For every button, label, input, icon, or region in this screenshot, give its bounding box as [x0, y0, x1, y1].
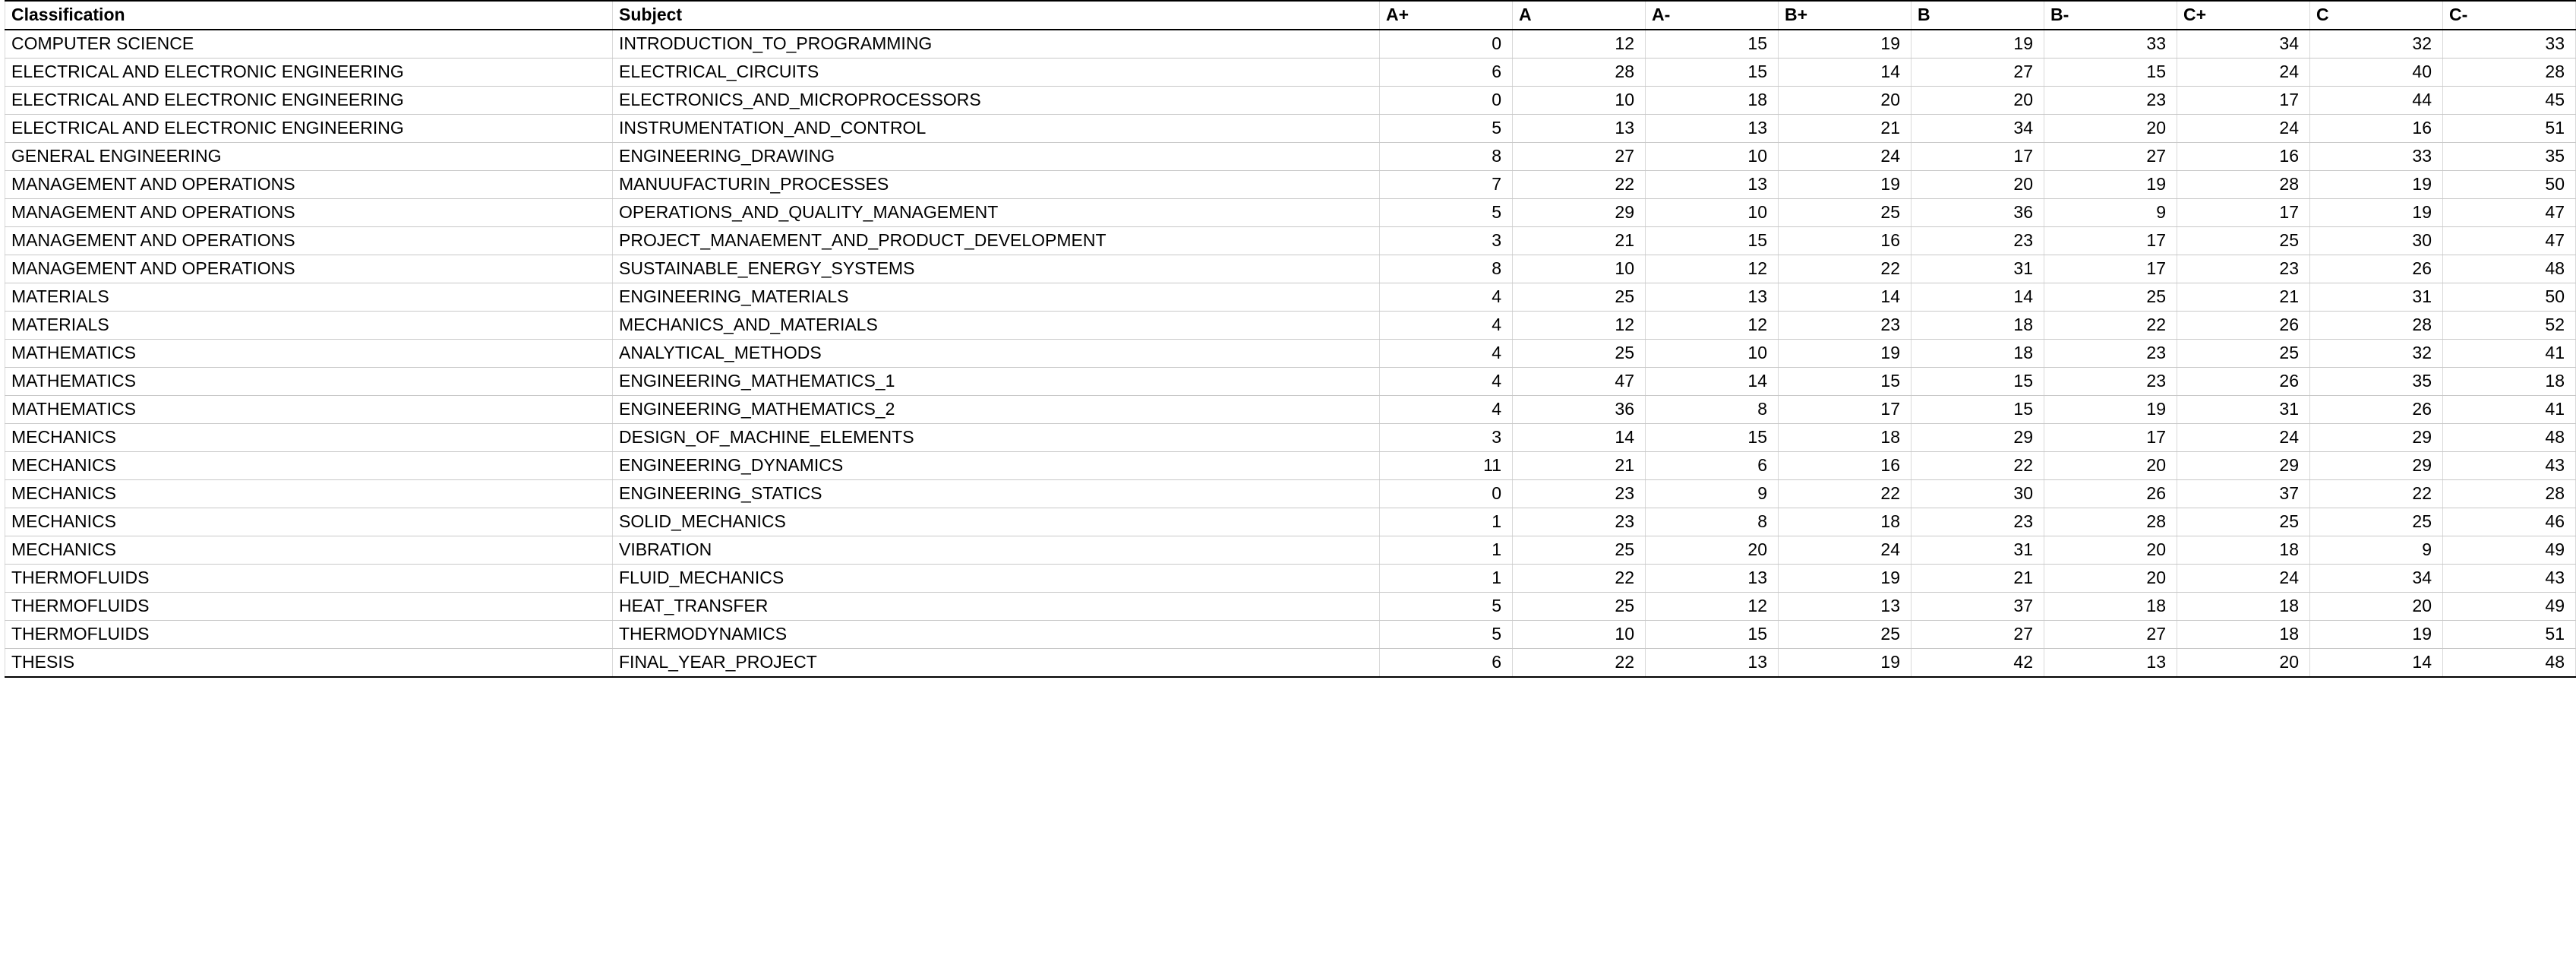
cell-grade-count[interactable]: 8 — [1646, 508, 1779, 536]
cell-grade-count[interactable]: 1 — [1380, 565, 1513, 593]
cell-grade-count[interactable]: 14 — [1646, 368, 1779, 396]
cell-grade-count[interactable]: 47 — [1513, 368, 1646, 396]
column-header-subject[interactable]: Subject — [613, 1, 1380, 30]
cell-grade-count[interactable]: 3 — [1380, 227, 1513, 255]
cell-grade-count[interactable]: 0 — [1380, 87, 1513, 115]
cell-grade-count[interactable]: 23 — [2177, 255, 2310, 283]
cell-grade-count[interactable]: 25 — [1513, 593, 1646, 621]
cell-subject[interactable]: HEAT_TRANSFER — [613, 593, 1380, 621]
cell-grade-count[interactable]: 23 — [1911, 508, 2044, 536]
cell-grade-count[interactable]: 37 — [1911, 593, 2044, 621]
column-header-a[interactable]: A+ — [1380, 1, 1513, 30]
cell-subject[interactable]: MECHANICS_AND_MATERIALS — [613, 312, 1380, 340]
cell-grade-count[interactable]: 22 — [2044, 312, 2177, 340]
cell-subject[interactable]: INSTRUMENTATION_AND_CONTROL — [613, 115, 1380, 143]
cell-grade-count[interactable]: 9 — [2044, 199, 2177, 227]
table-row — [5, 508, 2576, 536]
cell-grade-count[interactable]: 22 — [1779, 255, 1911, 283]
cell-classification[interactable]: MANAGEMENT AND OPERATIONS — [5, 255, 613, 283]
table-row — [5, 621, 2576, 649]
cell-grade-count[interactable]: 19 — [1779, 171, 1911, 199]
cell-grade-count[interactable]: 51 — [2443, 621, 2576, 649]
cell-grade-count[interactable]: 12 — [1646, 255, 1779, 283]
cell-grade-count[interactable]: 17 — [1779, 396, 1911, 424]
cell-grade-count[interactable]: 15 — [1911, 396, 2044, 424]
cell-classification[interactable]: COMPUTER SCIENCE — [5, 30, 613, 59]
table-row — [5, 480, 2576, 508]
cell-grade-count[interactable]: 30 — [1911, 480, 2044, 508]
cell-subject[interactable]: PROJECT_MANAEMENT_AND_PRODUCT_DEVELOPMENT — [613, 227, 1380, 255]
cell-grade-count[interactable]: 12 — [1513, 312, 1646, 340]
cell-grade-count[interactable]: 25 — [1779, 199, 1911, 227]
cell-grade-count[interactable]: 20 — [2044, 452, 2177, 480]
cell-grade-count[interactable]: 4 — [1380, 340, 1513, 368]
cell-grade-count[interactable]: 24 — [1779, 143, 1911, 171]
cell-grade-count[interactable]: 8 — [1380, 143, 1513, 171]
cell-grade-count[interactable]: 18 — [2443, 368, 2576, 396]
cell-grade-count[interactable]: 35 — [2310, 368, 2443, 396]
cell-grade-count[interactable]: 34 — [2310, 565, 2443, 593]
cell-grade-count[interactable]: 43 — [2443, 452, 2576, 480]
cell-grade-count[interactable]: 29 — [2177, 452, 2310, 480]
cell-subject[interactable]: ENGINEERING_MATHEMATICS_2 — [613, 396, 1380, 424]
cell-grade-count[interactable]: 25 — [2310, 508, 2443, 536]
cell-grade-count[interactable]: 7 — [1380, 171, 1513, 199]
cell-grade-count[interactable]: 15 — [1646, 621, 1779, 649]
cell-grade-count[interactable]: 10 — [1646, 143, 1779, 171]
cell-grade-count[interactable]: 29 — [2310, 424, 2443, 452]
table-body — [5, 30, 2576, 677]
cell-grade-count[interactable]: 50 — [2443, 171, 2576, 199]
cell-grade-count[interactable]: 29 — [1911, 424, 2044, 452]
cell-classification[interactable]: MANAGEMENT AND OPERATIONS — [5, 227, 613, 255]
table-row — [5, 199, 2576, 227]
cell-grade-count[interactable]: 13 — [1646, 171, 1779, 199]
cell-grade-count[interactable]: 18 — [1911, 312, 2044, 340]
cell-grade-count[interactable]: 16 — [1779, 452, 1911, 480]
cell-grade-count[interactable]: 24 — [1779, 536, 1911, 565]
column-header-b[interactable]: B — [1911, 1, 2044, 30]
cell-classification[interactable]: THERMOFLUIDS — [5, 621, 613, 649]
cell-grade-count[interactable]: 13 — [2044, 649, 2177, 678]
table-row — [5, 649, 2576, 678]
column-header-c[interactable]: C+ — [2177, 1, 2310, 30]
cell-grade-count[interactable]: 48 — [2443, 424, 2576, 452]
table-row — [5, 340, 2576, 368]
cell-classification[interactable]: GENERAL ENGINEERING — [5, 143, 613, 171]
cell-grade-count[interactable]: 37 — [2177, 480, 2310, 508]
cell-grade-count[interactable]: 24 — [2177, 565, 2310, 593]
table-row — [5, 143, 2576, 171]
cell-subject[interactable]: FINAL_YEAR_PROJECT — [613, 649, 1380, 678]
column-header-classification[interactable]: Classification — [5, 1, 613, 30]
cell-grade-count[interactable]: 15 — [1779, 368, 1911, 396]
cell-grade-count[interactable]: 32 — [2310, 340, 2443, 368]
cell-grade-count[interactable]: 23 — [1513, 480, 1646, 508]
cell-classification[interactable]: MATERIALS — [5, 283, 613, 312]
column-header-c[interactable]: C — [2310, 1, 2443, 30]
cell-grade-count[interactable]: 25 — [1513, 283, 1646, 312]
cell-grade-count[interactable]: 17 — [2044, 255, 2177, 283]
cell-grade-count[interactable]: 18 — [2177, 536, 2310, 565]
cell-grade-count[interactable]: 24 — [2177, 59, 2310, 87]
cell-grade-count[interactable]: 46 — [2443, 508, 2576, 536]
table-row — [5, 396, 2576, 424]
cell-grade-count[interactable]: 19 — [2310, 621, 2443, 649]
cell-grade-count[interactable]: 1 — [1380, 508, 1513, 536]
cell-grade-count[interactable]: 31 — [1911, 536, 2044, 565]
cell-grade-count[interactable]: 25 — [2044, 283, 2177, 312]
cell-grade-count[interactable]: 4 — [1380, 368, 1513, 396]
cell-subject[interactable]: ENGINEERING_DYNAMICS — [613, 452, 1380, 480]
cell-grade-count[interactable]: 10 — [1513, 255, 1646, 283]
cell-grade-count[interactable]: 28 — [2443, 480, 2576, 508]
cell-grade-count[interactable]: 17 — [1911, 143, 2044, 171]
cell-grade-count[interactable]: 4 — [1380, 312, 1513, 340]
cell-subject[interactable]: DESIGN_OF_MACHINE_ELEMENTS — [613, 424, 1380, 452]
cell-grade-count[interactable]: 44 — [2310, 87, 2443, 115]
cell-grade-count[interactable]: 42 — [1911, 649, 2044, 678]
cell-grade-count[interactable]: 24 — [2177, 424, 2310, 452]
cell-grade-count[interactable]: 15 — [1911, 368, 2044, 396]
cell-grade-count[interactable]: 22 — [1513, 171, 1646, 199]
column-header-c[interactable]: C- — [2443, 1, 2576, 30]
cell-grade-count[interactable]: 41 — [2443, 396, 2576, 424]
cell-grade-count[interactable]: 21 — [1513, 227, 1646, 255]
cell-grade-count[interactable]: 23 — [1911, 227, 2044, 255]
cell-grade-count[interactable]: 27 — [1911, 59, 2044, 87]
cell-grade-count[interactable]: 13 — [1779, 593, 1911, 621]
cell-grade-count[interactable]: 14 — [1779, 59, 1911, 87]
cell-grade-count[interactable]: 0 — [1380, 480, 1513, 508]
cell-classification[interactable]: MANAGEMENT AND OPERATIONS — [5, 171, 613, 199]
cell-grade-count[interactable]: 19 — [1911, 30, 2044, 59]
cell-grade-count[interactable]: 20 — [1646, 536, 1779, 565]
cell-grade-count[interactable]: 12 — [1513, 30, 1646, 59]
cell-grade-count[interactable]: 10 — [1513, 621, 1646, 649]
cell-grade-count[interactable]: 10 — [1646, 340, 1779, 368]
cell-grade-count[interactable]: 3 — [1380, 424, 1513, 452]
cell-grade-count[interactable]: 5 — [1380, 199, 1513, 227]
cell-subject[interactable]: OPERATIONS_AND_QUALITY_MANAGEMENT — [613, 199, 1380, 227]
cell-subject[interactable]: THERMODYNAMICS — [613, 621, 1380, 649]
cell-subject[interactable]: ANALYTICAL_METHODS — [613, 340, 1380, 368]
cell-grade-count[interactable]: 15 — [1646, 59, 1779, 87]
cell-grade-count[interactable]: 26 — [2310, 255, 2443, 283]
cell-classification[interactable]: MANAGEMENT AND OPERATIONS — [5, 199, 613, 227]
cell-grade-count[interactable]: 21 — [2177, 283, 2310, 312]
table-row — [5, 593, 2576, 621]
cell-grade-count[interactable]: 8 — [1646, 396, 1779, 424]
cell-grade-count[interactable]: 6 — [1380, 59, 1513, 87]
cell-classification[interactable]: MATHEMATICS — [5, 340, 613, 368]
cell-grade-count[interactable]: 20 — [2310, 593, 2443, 621]
cell-grade-count[interactable]: 15 — [1646, 30, 1779, 59]
cell-grade-count[interactable]: 13 — [1646, 115, 1779, 143]
cell-grade-count[interactable]: 19 — [1779, 30, 1911, 59]
cell-grade-count[interactable]: 36 — [1911, 199, 2044, 227]
cell-grade-count[interactable]: 13 — [1513, 115, 1646, 143]
cell-grade-count[interactable]: 20 — [1911, 171, 2044, 199]
cell-grade-count[interactable]: 36 — [1513, 396, 1646, 424]
column-header-b[interactable]: B- — [2044, 1, 2177, 30]
cell-grade-count[interactable]: 50 — [2443, 283, 2576, 312]
cell-grade-count[interactable]: 15 — [1646, 227, 1779, 255]
cell-classification[interactable]: ELECTRICAL AND ELECTRONIC ENGINEERING — [5, 115, 613, 143]
cell-grade-count[interactable]: 48 — [2443, 649, 2576, 678]
cell-grade-count[interactable]: 23 — [2044, 87, 2177, 115]
cell-grade-count[interactable]: 35 — [2443, 143, 2576, 171]
cell-grade-count[interactable]: 31 — [2177, 396, 2310, 424]
cell-grade-count[interactable]: 12 — [1646, 312, 1779, 340]
cell-grade-count[interactable]: 19 — [1779, 340, 1911, 368]
table-row — [5, 424, 2576, 452]
cell-grade-count[interactable]: 18 — [1646, 87, 1779, 115]
cell-subject[interactable]: INTRODUCTION_TO_PROGRAMMING — [613, 30, 1380, 59]
table-row — [5, 30, 2576, 59]
table-row — [5, 227, 2576, 255]
cell-grade-count[interactable]: 48 — [2443, 255, 2576, 283]
cell-grade-count[interactable]: 18 — [2177, 593, 2310, 621]
table-row — [5, 312, 2576, 340]
cell-subject[interactable]: ELECTRONICS_AND_MICROPROCESSORS — [613, 87, 1380, 115]
cell-grade-count[interactable]: 25 — [1779, 621, 1911, 649]
cell-subject[interactable]: ENGINEERING_MATHEMATICS_1 — [613, 368, 1380, 396]
cell-grade-count[interactable]: 28 — [2177, 171, 2310, 199]
cell-grade-count[interactable]: 19 — [2044, 396, 2177, 424]
cell-grade-count[interactable]: 22 — [1779, 480, 1911, 508]
cell-grade-count[interactable]: 19 — [1779, 649, 1911, 678]
cell-grade-count[interactable]: 26 — [2310, 396, 2443, 424]
cell-subject[interactable]: FLUID_MECHANICS — [613, 565, 1380, 593]
cell-grade-count[interactable]: 18 — [1779, 424, 1911, 452]
table-row — [5, 368, 2576, 396]
table-row — [5, 59, 2576, 87]
cell-grade-count[interactable]: 52 — [2443, 312, 2576, 340]
cell-classification[interactable]: MECHANICS — [5, 480, 613, 508]
table-row — [5, 283, 2576, 312]
cell-grade-count[interactable]: 6 — [1646, 452, 1779, 480]
cell-classification[interactable]: MECHANICS — [5, 424, 613, 452]
cell-grade-count[interactable]: 22 — [2310, 480, 2443, 508]
cell-grade-count[interactable]: 22 — [1513, 649, 1646, 678]
cell-classification[interactable]: THERMOFLUIDS — [5, 565, 613, 593]
cell-grade-count[interactable]: 14 — [2310, 649, 2443, 678]
cell-classification[interactable]: THERMOFLUIDS — [5, 593, 613, 621]
cell-grade-count[interactable]: 27 — [1513, 143, 1646, 171]
cell-grade-count[interactable]: 5 — [1380, 593, 1513, 621]
cell-grade-count[interactable]: 21 — [1911, 565, 2044, 593]
cell-grade-count[interactable]: 9 — [1646, 480, 1779, 508]
cell-grade-count[interactable]: 16 — [2177, 143, 2310, 171]
cell-grade-count[interactable]: 28 — [2044, 508, 2177, 536]
cell-subject[interactable]: MANUUFACTURIN_PROCESSES — [613, 171, 1380, 199]
cell-grade-count[interactable]: 17 — [2177, 199, 2310, 227]
cell-grade-count[interactable]: 4 — [1380, 396, 1513, 424]
cell-grade-count[interactable]: 1 — [1380, 536, 1513, 565]
cell-grade-count[interactable]: 21 — [1513, 452, 1646, 480]
cell-subject[interactable]: ENGINEERING_DRAWING — [613, 143, 1380, 171]
cell-grade-count[interactable]: 16 — [1779, 227, 1911, 255]
cell-classification[interactable]: THESIS — [5, 649, 613, 678]
cell-grade-count[interactable]: 10 — [1513, 87, 1646, 115]
cell-classification[interactable]: MECHANICS — [5, 536, 613, 565]
cell-grade-count[interactable]: 29 — [1513, 199, 1646, 227]
cell-subject[interactable]: SUSTAINABLE_ENERGY_SYSTEMS — [613, 255, 1380, 283]
cell-grade-count[interactable]: 24 — [2177, 115, 2310, 143]
cell-grade-count[interactable]: 12 — [1646, 593, 1779, 621]
cell-grade-count[interactable]: 25 — [2177, 508, 2310, 536]
cell-grade-count[interactable]: 23 — [1513, 508, 1646, 536]
cell-grade-count[interactable]: 17 — [2044, 424, 2177, 452]
cell-grade-count[interactable]: 25 — [1513, 536, 1646, 565]
column-header-a[interactable]: A- — [1646, 1, 1779, 30]
cell-subject[interactable]: VIBRATION — [613, 536, 1380, 565]
cell-classification[interactable]: MATERIALS — [5, 312, 613, 340]
cell-grade-count[interactable]: 32 — [2310, 30, 2443, 59]
cell-grade-count[interactable]: 28 — [2310, 312, 2443, 340]
cell-grade-count[interactable]: 28 — [1513, 59, 1646, 87]
cell-grade-count[interactable]: 49 — [2443, 536, 2576, 565]
cell-classification[interactable]: MATHEMATICS — [5, 368, 613, 396]
cell-classification[interactable]: MECHANICS — [5, 508, 613, 536]
table-row — [5, 171, 2576, 199]
cell-grade-count[interactable]: 51 — [2443, 115, 2576, 143]
cell-grade-count[interactable]: 47 — [2443, 227, 2576, 255]
cell-grade-count[interactable]: 30 — [2310, 227, 2443, 255]
cell-grade-count[interactable]: 19 — [2310, 171, 2443, 199]
cell-grade-count[interactable]: 5 — [1380, 115, 1513, 143]
cell-grade-count[interactable]: 20 — [1911, 87, 2044, 115]
cell-grade-count[interactable]: 14 — [1911, 283, 2044, 312]
cell-grade-count[interactable]: 13 — [1646, 649, 1779, 678]
cell-grade-count[interactable]: 26 — [2177, 368, 2310, 396]
grade-distribution-table — [5, 0, 2576, 678]
cell-grade-count[interactable]: 33 — [2310, 143, 2443, 171]
cell-grade-count[interactable]: 18 — [2177, 621, 2310, 649]
cell-grade-count[interactable]: 18 — [2044, 593, 2177, 621]
cell-grade-count[interactable]: 22 — [1911, 452, 2044, 480]
cell-grade-count[interactable]: 25 — [1513, 340, 1646, 368]
table-row — [5, 452, 2576, 480]
cell-grade-count[interactable]: 15 — [1646, 424, 1779, 452]
cell-grade-count[interactable]: 16 — [2310, 115, 2443, 143]
cell-grade-count[interactable]: 20 — [2044, 536, 2177, 565]
cell-grade-count[interactable]: 27 — [2044, 143, 2177, 171]
cell-grade-count[interactable]: 6 — [1380, 649, 1513, 678]
cell-grade-count[interactable]: 19 — [1779, 565, 1911, 593]
cell-grade-count[interactable]: 41 — [2443, 340, 2576, 368]
cell-grade-count[interactable]: 23 — [1779, 312, 1911, 340]
column-header-a[interactable]: A — [1513, 1, 1646, 30]
cell-grade-count[interactable]: 10 — [1646, 199, 1779, 227]
cell-grade-count[interactable]: 23 — [2044, 368, 2177, 396]
cell-grade-count[interactable]: 23 — [2044, 340, 2177, 368]
cell-grade-count[interactable]: 43 — [2443, 565, 2576, 593]
cell-grade-count[interactable]: 17 — [2177, 87, 2310, 115]
cell-grade-count[interactable]: 31 — [2310, 283, 2443, 312]
cell-grade-count[interactable]: 28 — [2443, 59, 2576, 87]
cell-grade-count[interactable]: 25 — [2177, 340, 2310, 368]
cell-grade-count[interactable]: 33 — [2443, 30, 2576, 59]
table-row — [5, 536, 2576, 565]
cell-grade-count[interactable]: 27 — [1911, 621, 2044, 649]
table-row — [5, 565, 2576, 593]
table-header-row — [5, 1, 2576, 30]
cell-grade-count[interactable]: 47 — [2443, 199, 2576, 227]
cell-grade-count[interactable]: 49 — [2443, 593, 2576, 621]
cell-grade-count[interactable]: 15 — [2044, 59, 2177, 87]
cell-grade-count[interactable]: 34 — [2177, 30, 2310, 59]
cell-grade-count[interactable]: 25 — [2177, 227, 2310, 255]
cell-grade-count[interactable]: 4 — [1380, 283, 1513, 312]
cell-grade-count[interactable]: 20 — [2177, 649, 2310, 678]
cell-grade-count[interactable]: 11 — [1380, 452, 1513, 480]
cell-classification[interactable]: ELECTRICAL AND ELECTRONIC ENGINEERING — [5, 87, 613, 115]
cell-classification[interactable]: MATHEMATICS — [5, 396, 613, 424]
cell-grade-count[interactable]: 9 — [2310, 536, 2443, 565]
cell-classification[interactable]: MECHANICS — [5, 452, 613, 480]
cell-subject[interactable]: SOLID_MECHANICS — [613, 508, 1380, 536]
cell-grade-count[interactable]: 21 — [1779, 115, 1911, 143]
cell-grade-count[interactable]: 8 — [1380, 255, 1513, 283]
cell-grade-count[interactable]: 22 — [1513, 565, 1646, 593]
table-row — [5, 87, 2576, 115]
cell-grade-count[interactable]: 19 — [2310, 199, 2443, 227]
cell-grade-count[interactable]: 27 — [2044, 621, 2177, 649]
cell-grade-count[interactable]: 13 — [1646, 565, 1779, 593]
cell-grade-count[interactable]: 26 — [2177, 312, 2310, 340]
cell-grade-count[interactable]: 14 — [1513, 424, 1646, 452]
table-row — [5, 115, 2576, 143]
cell-grade-count[interactable]: 26 — [2044, 480, 2177, 508]
cell-grade-count[interactable]: 40 — [2310, 59, 2443, 87]
cell-classification[interactable]: ELECTRICAL AND ELECTRONIC ENGINEERING — [5, 59, 613, 87]
cell-grade-count[interactable]: 18 — [1911, 340, 2044, 368]
cell-grade-count[interactable]: 45 — [2443, 87, 2576, 115]
cell-grade-count[interactable]: 14 — [1779, 283, 1911, 312]
cell-subject[interactable]: ENGINEERING_STATICS — [613, 480, 1380, 508]
cell-grade-count[interactable]: 34 — [1911, 115, 2044, 143]
cell-grade-count[interactable]: 18 — [1779, 508, 1911, 536]
cell-grade-count[interactable]: 31 — [1911, 255, 2044, 283]
cell-grade-count[interactable]: 20 — [2044, 115, 2177, 143]
cell-grade-count[interactable]: 5 — [1380, 621, 1513, 649]
cell-grade-count[interactable]: 20 — [1779, 87, 1911, 115]
cell-subject[interactable]: ENGINEERING_MATERIALS — [613, 283, 1380, 312]
cell-grade-count[interactable]: 13 — [1646, 283, 1779, 312]
cell-grade-count[interactable]: 29 — [2310, 452, 2443, 480]
cell-grade-count[interactable]: 19 — [2044, 171, 2177, 199]
cell-grade-count[interactable]: 33 — [2044, 30, 2177, 59]
column-header-b[interactable]: B+ — [1779, 1, 1911, 30]
cell-grade-count[interactable]: 20 — [2044, 565, 2177, 593]
cell-grade-count[interactable]: 17 — [2044, 227, 2177, 255]
cell-subject[interactable]: ELECTRICAL_CIRCUITS — [613, 59, 1380, 87]
cell-grade-count[interactable]: 0 — [1380, 30, 1513, 59]
table-row — [5, 255, 2576, 283]
